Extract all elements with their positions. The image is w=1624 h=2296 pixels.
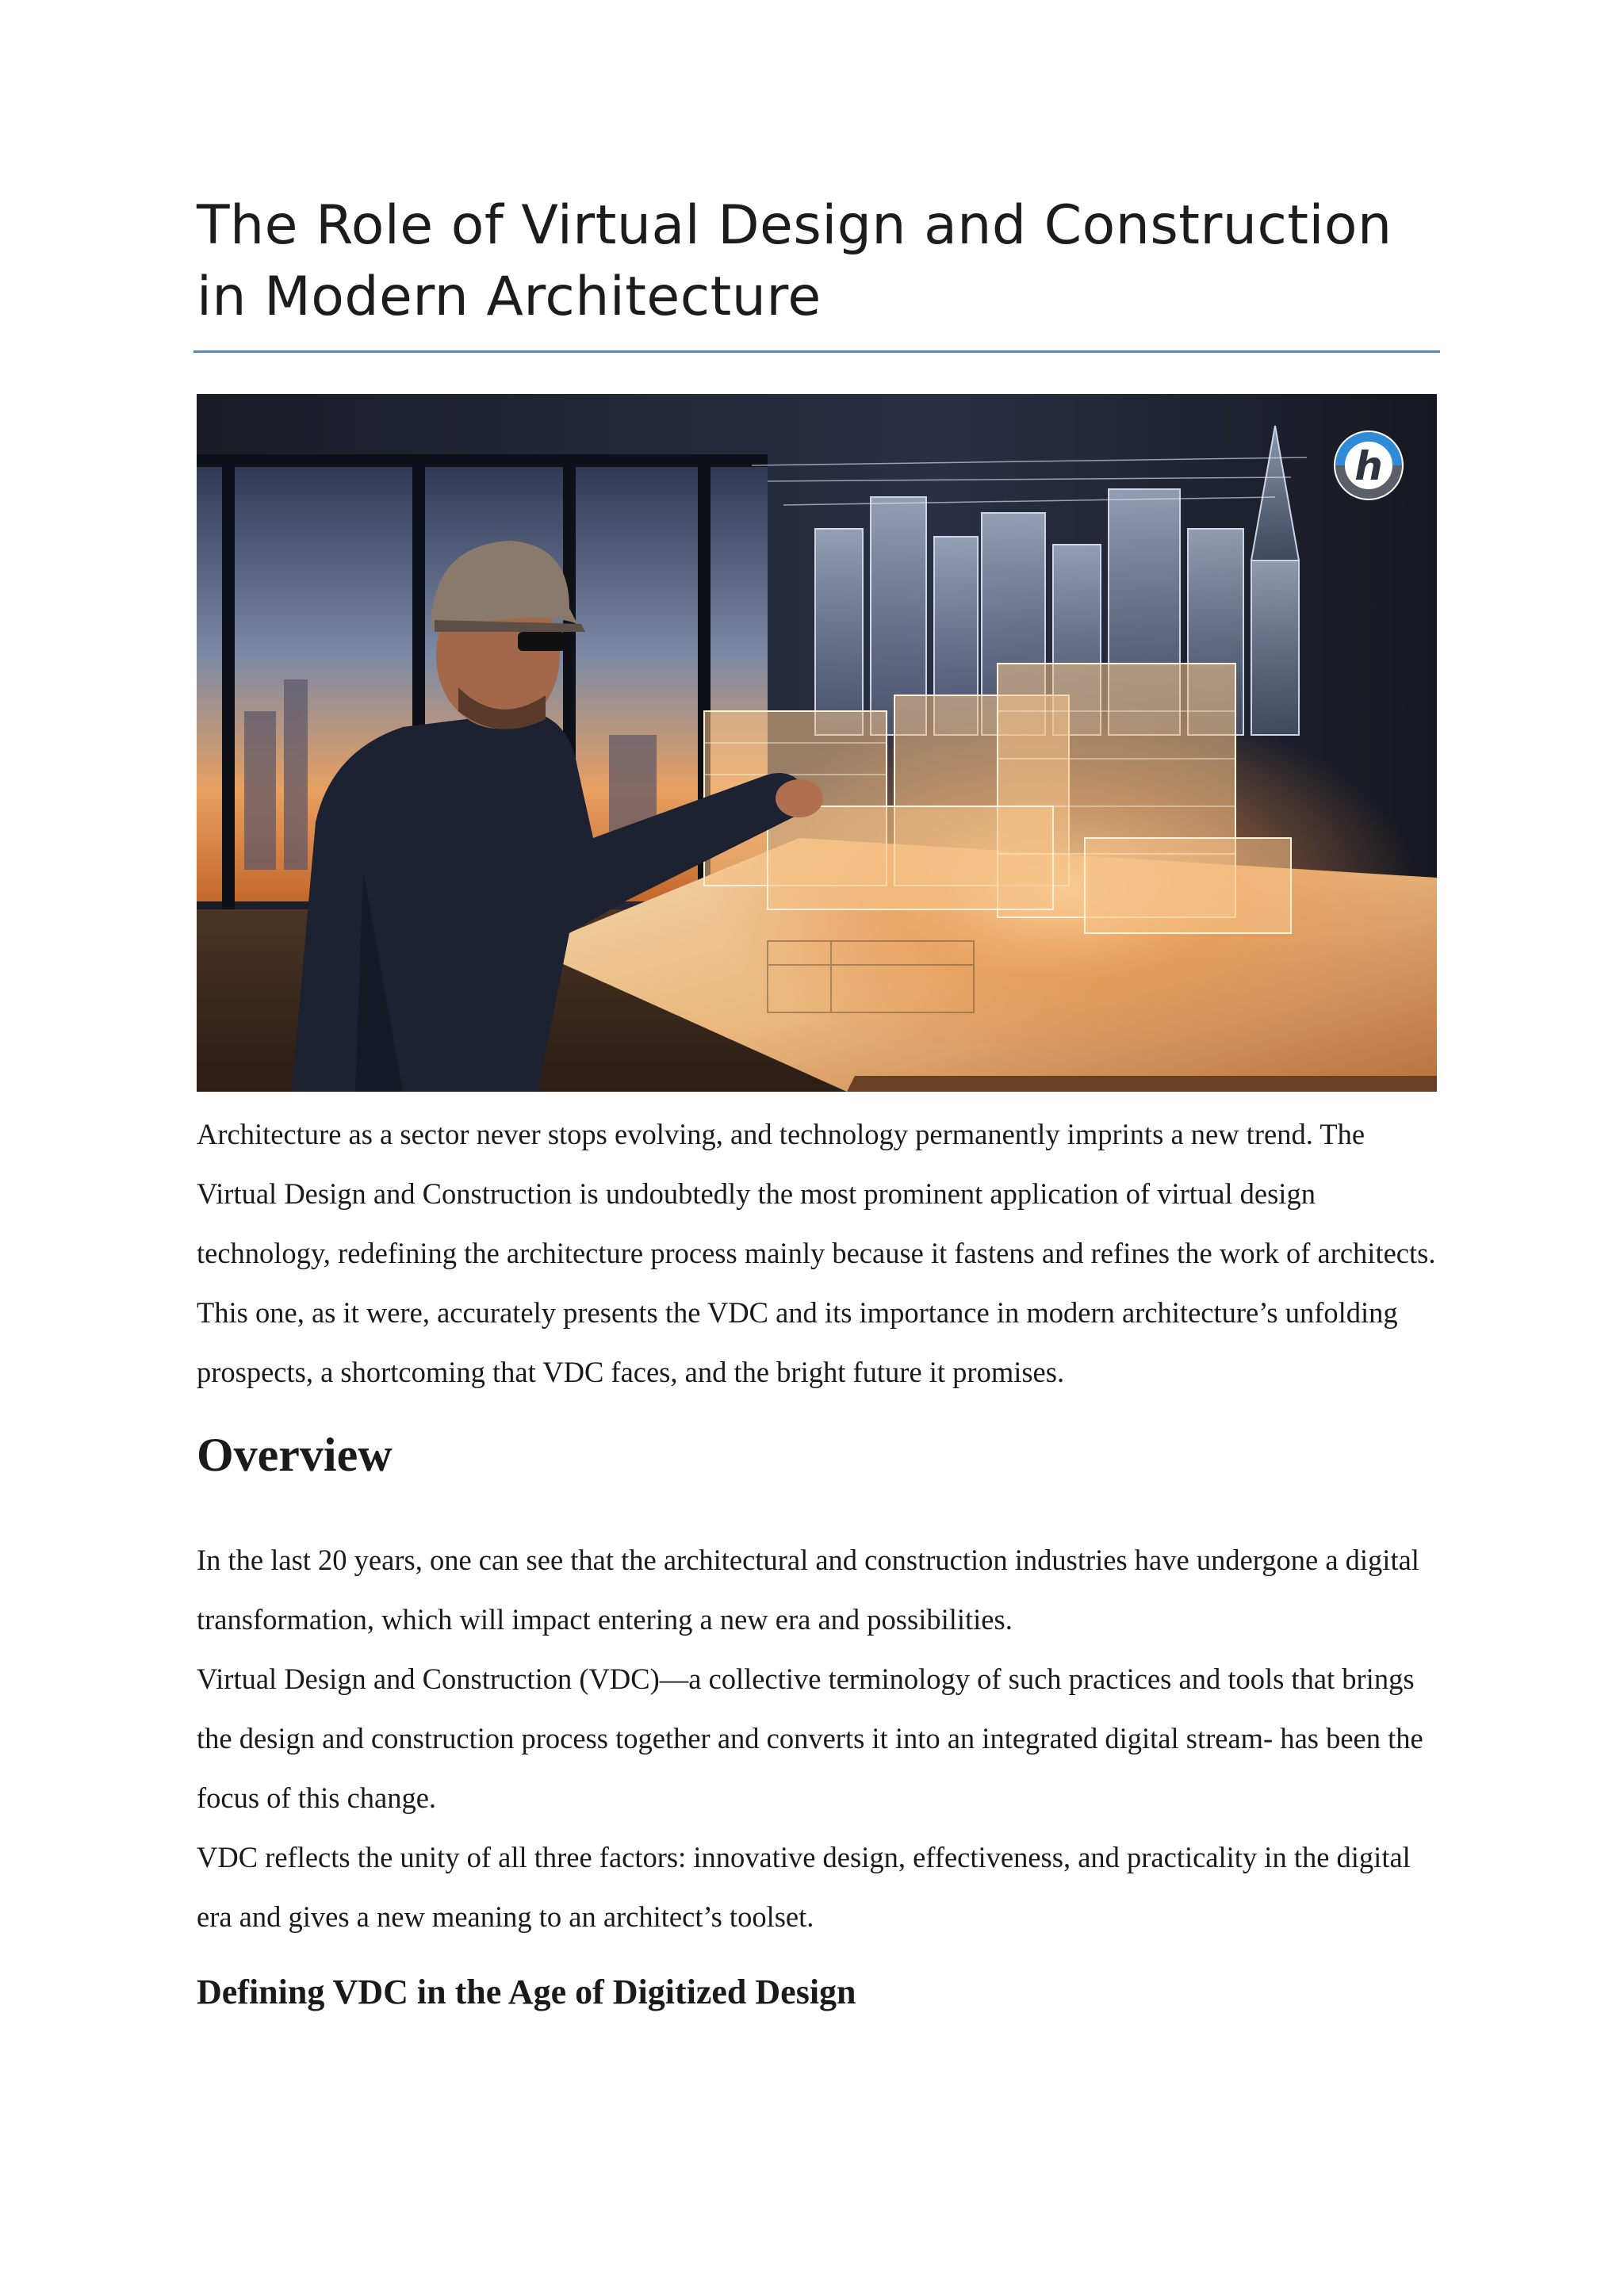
- overview-heading: Overview: [197, 1429, 393, 1481]
- document-title: The Role of Virtual Design and Construction in Modern Architecture: [197, 194, 1392, 328]
- section-subheading: Defining VDC in the Age of Digitized Design: [197, 1973, 856, 2011]
- overview-paragraph: Virtual Design and Construction (VDC)—a collective terminology of such practices and tools that brings the design and construction process together and converts it into an integrated digital stream- has been the focus of this change.: [197, 1663, 1423, 1814]
- overview-paragraph: VDC reflects the unity of all three factors: innovative design, effectiveness, and practicality in the digital era and gives a new meaning to an architect’s toolset.: [197, 1841, 1411, 1933]
- intro-paragraph: Architecture as a sector never stops evolving, and technology permanently imprints a new trend. The Virtual Design and Construction is undoubtedly the most prominent application of virtual design technology, redefining the architecture process mainly because it fastens and refines the work of architects.: [197, 1118, 1436, 1269]
- hero-image: [197, 394, 1437, 1092]
- document-page: [197, 190, 1438, 2022]
- overview-paragraph: In the last 20 years, one can see that the architectural and construction industries have undergone a digital transformation, which will impact entering a new era and possibilities.: [197, 1544, 1419, 1636]
- intro-section: [197, 1104, 1438, 1402]
- svg-text:h: h: [1354, 443, 1383, 489]
- title-divider: [193, 350, 1440, 353]
- brand-logo-icon: [1334, 430, 1404, 500]
- intro-paragraph: This one, as it were, accurately presents the VDC and its importance in modern architecture’s unfolding prospects, a shortcoming that VDC faces, and the bright future it promises.: [197, 1296, 1398, 1388]
- overview-section: [197, 1530, 1438, 1946]
